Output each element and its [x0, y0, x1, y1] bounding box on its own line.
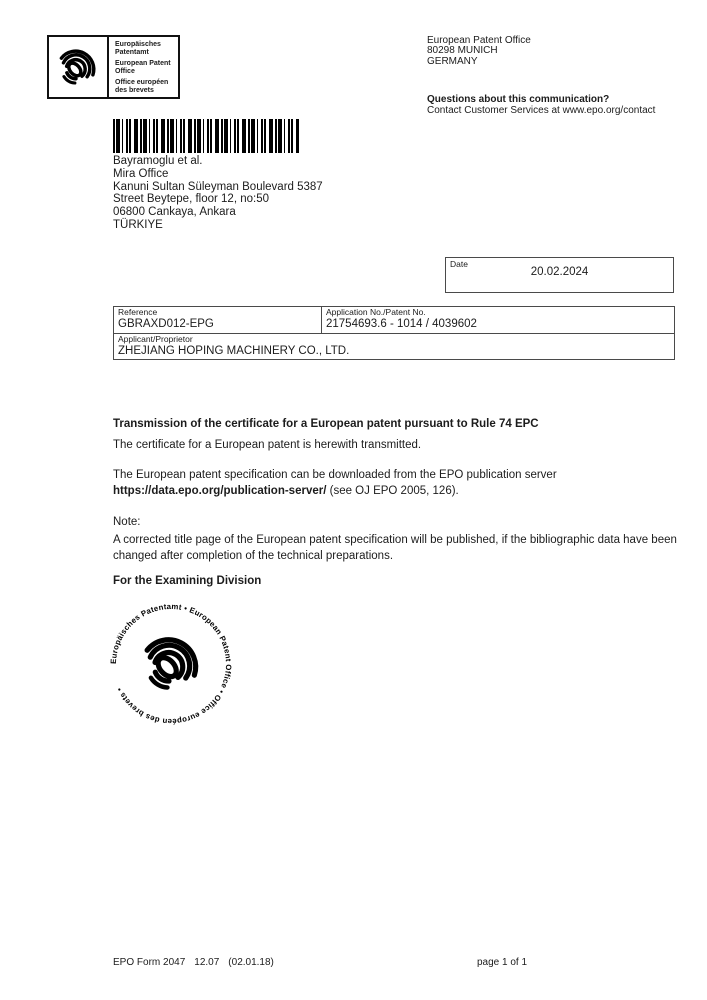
reference-label: Reference	[118, 307, 158, 317]
paragraph-2-suffix: (see OJ EPO 2005, 126).	[326, 484, 459, 497]
recipient-line: Bayramoglu et al.	[113, 155, 203, 167]
office-address-line: European Patent Office	[427, 35, 531, 46]
reference-value: GBRAXD012-EPG	[118, 317, 214, 330]
epo-seal	[104, 597, 238, 731]
office-name-german: Europäisches Patentamt	[115, 41, 161, 56]
reference-table-row	[114, 307, 674, 334]
recipient-address	[113, 155, 323, 232]
footer-form: EPO Form 2047	[113, 957, 186, 968]
footer-revision: (02.01.18)	[228, 957, 274, 968]
letter-paragraph-2	[113, 468, 707, 499]
publication-server-link[interactable]: https://data.epo.org/publication-server/	[113, 484, 327, 497]
contact-block	[427, 95, 655, 117]
office-name-english: European Patent Office	[115, 60, 171, 75]
footer-version: 12.07	[194, 957, 220, 968]
applicant-value: ZHEJIANG HOPING MACHINERY CO., LTD.	[118, 344, 350, 357]
letter-paragraph-1: The certificate for a European patent is herewith transmitted.	[113, 439, 422, 451]
date-box	[445, 257, 674, 293]
date-value: 20.02.2024	[530, 266, 589, 278]
recipient-line: 06800 Cankaya, Ankara	[113, 206, 236, 219]
contact-line: Contact Customer Services at www.epo.org/contact	[427, 104, 656, 116]
application-number-value: 21754693.6 - 1014 / 4039602	[326, 317, 477, 330]
barcode	[113, 119, 299, 153]
office-address-line: GERMANY	[427, 55, 478, 67]
questions-title: Questions about this communication?	[427, 94, 610, 105]
application-number-label: Application No./Patent No.	[326, 307, 426, 317]
reference-table	[113, 306, 675, 360]
note-block	[113, 515, 707, 564]
note-text: A corrected title page of the European patent specification will be published, if the bibliographic data have been changed after completion of the technical preparations.	[113, 534, 677, 562]
reference-cell	[114, 307, 322, 333]
seal-swirl-icon	[144, 635, 199, 691]
footer-form-id	[113, 957, 283, 968]
footer-page-number: page 1 of 1	[477, 957, 528, 968]
office-address	[427, 36, 531, 67]
application-number-cell	[322, 307, 674, 333]
office-name-french: Office européen des brevets	[115, 79, 169, 94]
epo-swirl-logo-icon	[49, 37, 109, 97]
recipient-line: TÜRKIYE	[113, 218, 163, 231]
applicant-cell	[114, 334, 674, 359]
note-label: Note:	[113, 516, 141, 528]
paragraph-2-line1: The European patent specification can be downloaded from the EPO publication server	[113, 469, 557, 481]
epo-logo-box	[47, 35, 180, 99]
applicant-label: Applicant/Proprietor	[118, 334, 193, 344]
paragraph-2-line2	[113, 484, 707, 500]
date-label: Date	[450, 259, 468, 269]
office-address-line: 80298 MUNICH	[427, 45, 498, 57]
epo-office-names	[109, 37, 178, 97]
signoff-examining-division: For the Examining Division	[113, 575, 262, 587]
letter-title: Transmission of the certificate for a European patent pursuant to Rule 74 EPC	[113, 418, 539, 430]
recipient-line: Kanuni Sultan Süleyman Boulevard 5387	[113, 180, 323, 193]
recipient-line: Mira Office	[113, 167, 169, 180]
recipient-line: Street Beytepe, floor 12, no:50	[113, 193, 269, 206]
seal-ring-text: Europäisches Patentamt • European Patent Office • Office européen des brevets •	[108, 601, 234, 727]
